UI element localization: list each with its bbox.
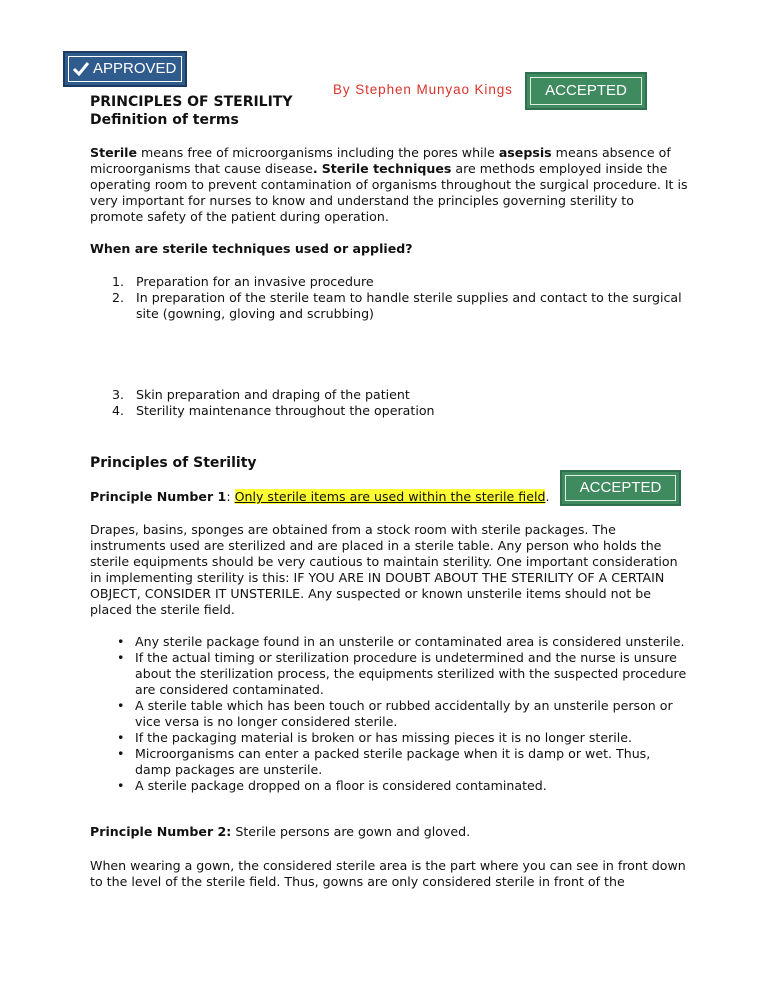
list-item: • If the packaging material is broken or has missing pieces it is no longer sterile. bbox=[117, 730, 632, 745]
principle-1-line: Principle Number 1: Only sterile items are used within the sterile field. bbox=[90, 489, 550, 504]
list-item: 3. Skin preparation and draping of the patient bbox=[112, 387, 410, 402]
usage-list-part1 bbox=[90, 274, 696, 322]
contamination-bullets bbox=[90, 634, 690, 794]
principle-1-highlight: Only sterile items are used within the sterile field bbox=[234, 489, 546, 504]
term-sterile: Sterile bbox=[90, 145, 138, 160]
list-item: • A sterile table which has been touch or rubbed accidentally by an unsterile person or vice versa is no longer considered sterile. bbox=[117, 698, 673, 729]
section-heading: Principles of Sterility bbox=[90, 455, 257, 471]
list-item: 4. Sterility maintenance throughout the operation bbox=[112, 403, 435, 418]
list-item: • If the actual timing or sterilization procedure is undetermined and the nurse is unsure about the sterilization process, the equipments sterilized with the suspected procedure are considered contaminated. bbox=[117, 650, 687, 697]
list-item: • A sterile package dropped on a floor is considered contaminated. bbox=[117, 778, 547, 793]
term-sterile-techniques: Sterile techniques bbox=[321, 161, 452, 176]
accepted-stamp-label: ACCEPTED bbox=[579, 479, 662, 496]
list-item: • Microorganisms can enter a packed sterile package when it is damp or wet. Thus, damp packages are unsterile. bbox=[117, 746, 651, 777]
document-subtitle: Definition of terms bbox=[90, 112, 239, 128]
accepted-stamp-label: ACCEPTED bbox=[545, 82, 627, 99]
principle-2-line: Principle Number 2: Sterile persons are gown and gloved. bbox=[90, 824, 471, 839]
list-item: 2. In preparation of the sterile team to handle sterile supplies and contact to the surgical site (gowning, gloving and scrubbing) bbox=[112, 290, 682, 321]
closing-paragraph: When wearing a gown, the considered sterile area is the part where you can see in front down to the level of the sterile field. Thus, gowns are only considered sterile in front of the bbox=[90, 858, 686, 889]
principle-1-paragraph: Drapes, basins, sponges are obtained from a stock room with sterile packages. The instruments used are sterilized and are placed in a sterile table. Any person who holds the sterile equipments should be very cautious to maintain sterility. One important consideration in implementing sterility is this: IF YOU ARE IN DOUBT ABOUT THE STERILITY OF A CERTAIN OBJECT, CONSIDER IT UNSTERILE. Any suspected or known unsterile items should not be placed the sterile field. bbox=[90, 522, 678, 617]
approved-stamp-label: APPROVED bbox=[93, 60, 177, 77]
author-byline: By Stephen Munyao Kings bbox=[333, 82, 513, 97]
approved-stamp bbox=[63, 51, 187, 87]
list-item: • Any sterile package found in an unsterile or contaminated area is considered unsterile. bbox=[117, 634, 685, 649]
list-item: 1. Preparation for an invasive procedure bbox=[112, 274, 374, 289]
definition-paragraph: Sterile means free of microorganisms including the pores while asepsis means absence of microorganisms that cause disease. Sterile techniques are methods employed inside the operating room to prevent contamination of organisms throughout the surgical procedure. It is very important for nurses to know and understand the principles governing sterility to promote safety of the patient during operation. bbox=[90, 145, 688, 224]
usage-list-part2 bbox=[90, 387, 696, 419]
checkmark-icon bbox=[73, 62, 89, 76]
principle-1-label: Principle Number 1 bbox=[90, 489, 227, 504]
document-title: PRINCIPLES OF STERILITY bbox=[90, 94, 293, 110]
term-asepsis: asepsis bbox=[498, 145, 552, 160]
accepted-stamp-top bbox=[525, 72, 647, 110]
usage-question: When are sterile techniques used or applied? bbox=[90, 241, 413, 256]
principle-2-label: Principle Number 2: bbox=[90, 824, 232, 839]
